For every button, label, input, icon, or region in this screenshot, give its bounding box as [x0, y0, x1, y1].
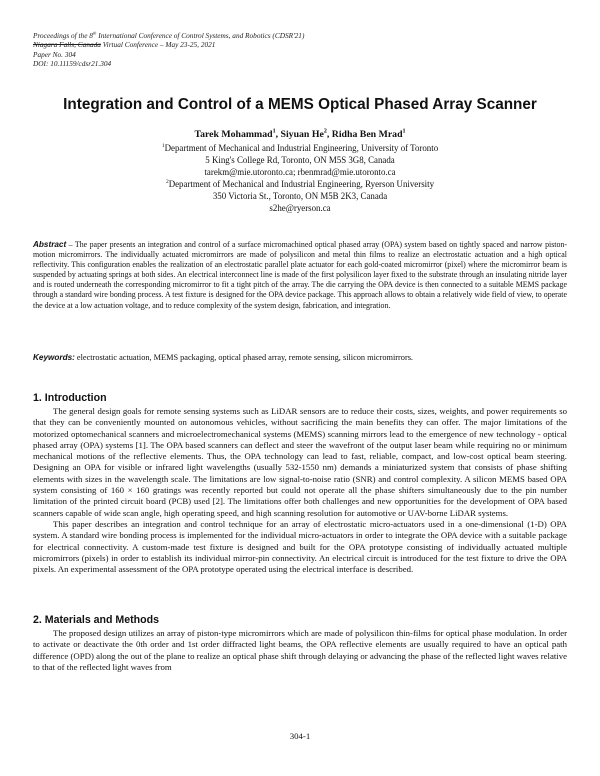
introduction-body [33, 406, 567, 575]
section-heading-introduction: 1. Introduction [33, 392, 107, 404]
doi: DOI: 10.11159/cdsr21.304 [33, 58, 112, 68]
conference-header [33, 31, 453, 68]
abstract-text: – The paper presents an integration and control of a surface micromachined optical phased array (OPA) system based on tightly spaced and narrow piston-motion micromirrors. The individually actuated micromirrors are made of polysilicon and metal thin films to realize an electrostatic actuation and a high optical reflectivity. This configuration enables the realization of an electrostatic parallel plate actuator for each gold-coated micromirror (pixel) where the micromirror beam is suspended by actuating springs at both sides. An electrical interconnect line is made of the first polysilicon layer fixed to the substrate through an insulating nitride layer and is routed underneath the corresponding micromirror to fit a tight pitch of the array. The die carrying the OPA device is then connected to a suitable MEMS package through a standard wire bonding process. A test fixture is designed for the OPA device package. This approach allows to obtain a relatively wide field of view, to operate the device at a low actuation voltage, and to reduce complexity of the system design, fabrication, and integration. [33, 240, 567, 310]
keywords-label: Keywords: [33, 353, 75, 362]
affiliation-2-email: s2he@ryerson.ca [269, 203, 331, 214]
affiliation-1-email: tarekm@mie.utoronto.ca; rbenmrad@mie.utoronto.ca [204, 167, 396, 178]
conference-location: Niagara Falls, Canada Virtual Conference – May 23-25, 2021 [33, 40, 216, 50]
affiliation-2: $^2$Department of Mechanical and Industrial Engineering, Ryerson University [165, 179, 435, 190]
section-heading-materials-methods: 2. Materials and Methods [33, 614, 159, 626]
materials-methods-body [33, 628, 567, 673]
keywords [33, 353, 567, 363]
affiliation-1-address: 5 King's College Rd, Toronto, ON M5S 3G8, Canada [205, 155, 395, 166]
abstract-label: Abstract [33, 240, 67, 249]
paper-title: Integration and Control of a MEMS Optical Phased Array Scanner [63, 96, 537, 113]
affiliation-1: $^1$Department of Mechanical and Industrial Engineering, University of Toronto [161, 143, 439, 153]
page-number: 304-1 [289, 731, 311, 741]
author-list: Tarek Mohammad$^1$, Siyuan He$^2$, Ridha Ben Mrad$^1$ [194, 128, 406, 140]
abstract [33, 240, 567, 311]
author-name: Tarek Mohammad [194, 129, 273, 140]
affiliations [0, 142, 600, 215]
author-name: Siyuan He [280, 129, 324, 140]
affiliation-2-address: 350 Victoria St., Toronto, ON M5B 2K3, Canada [212, 191, 388, 202]
paper-number: Paper No. 304 [33, 49, 76, 59]
conference-line: Proceedings of the 8th International Conference of Control Systems, and Robotics (CDSR'21) [33, 30, 305, 40]
author-name: Ridha Ben Mrad [331, 129, 403, 140]
keywords-text: electrostatic actuation, MEMS packaging, optical phased array, remote sensing, silicon micromirrors. [74, 353, 414, 362]
paragraph: This paper describes an integration and control technique for an array of electrostatic micro-actuators used in a one-dimensional (1-D) OPA system. A standard wire bonding process is implemented for the individual micro-actuators in order to integrate the OPA device with a suitable package for electrical connectivity. A custom-made test fixture is designed and built for the OPA prototype consisting of individually actuated multiple micromirrors (pixels) in order to establish its individual mirror-pin connectivity. An electrical circuit is introduced for the test fixture to drive the OPA pixels. An experimental assessment of the OPA prototype operated using the electrical interface is described. [33, 518, 567, 575]
paragraph: The general design goals for remote sensing systems such as LiDAR sensors are to reduce their costs, sizes, weights, and power requirements so that they can be conveniently mounted on autonomous vehicles, without sacrificing the main benefits they can offer. The major limitations of the motorized optomechanical scanners and microelectromechanical systems (MEMS) scanning mirrors lead to the emergence of new technology - optical phased array (OPA) systems [1]. The OPA based scanners can deflect and steer the wavefront of the output laser beam while requiring no or minimum mechanical motions of the reflective elements. Thus, the OPA technology can lead to fast, reliable, compact, and low-cost optical beam steering. Designing an OPA for visible or infrared light wavelengths (usually 532-1550 nm) demands a miniaturized system that consists of phase shifting elements with sizes in the wavelength scale. The limitations are low signal-to-noise ratio (SNR) and control complexity. A silicon MEMS based OPA system consisting of 160 × 160 gratings was recently reported but could not operate all the phase shifters simultaneously due to the pin number limitation of the printed circuit board (PCB) used [2]. The limitations offer both challenges and new opportunities for the development of OPA based scanners capable of wide scan angle, high operating speed, and high scanning resolution for automotive or UAV-borne LiDAR systems. [33, 406, 567, 518]
struck-location: Niagara Falls, Canada [33, 40, 101, 50]
paragraph: The proposed design utilizes an array of piston-type micromirrors which are made of polysilicon thin-films for optical phase modulation. In order to activate or deactivate the 0th order and 1st order diffracted light beams, the OPA reflective elements are usually required to have an optical path difference (OPD) along the out of the plane to realize an optical phase shift through delaying or advancing the phase of the reflected light waves relative to that of the reflected light waves from [33, 628, 567, 672]
